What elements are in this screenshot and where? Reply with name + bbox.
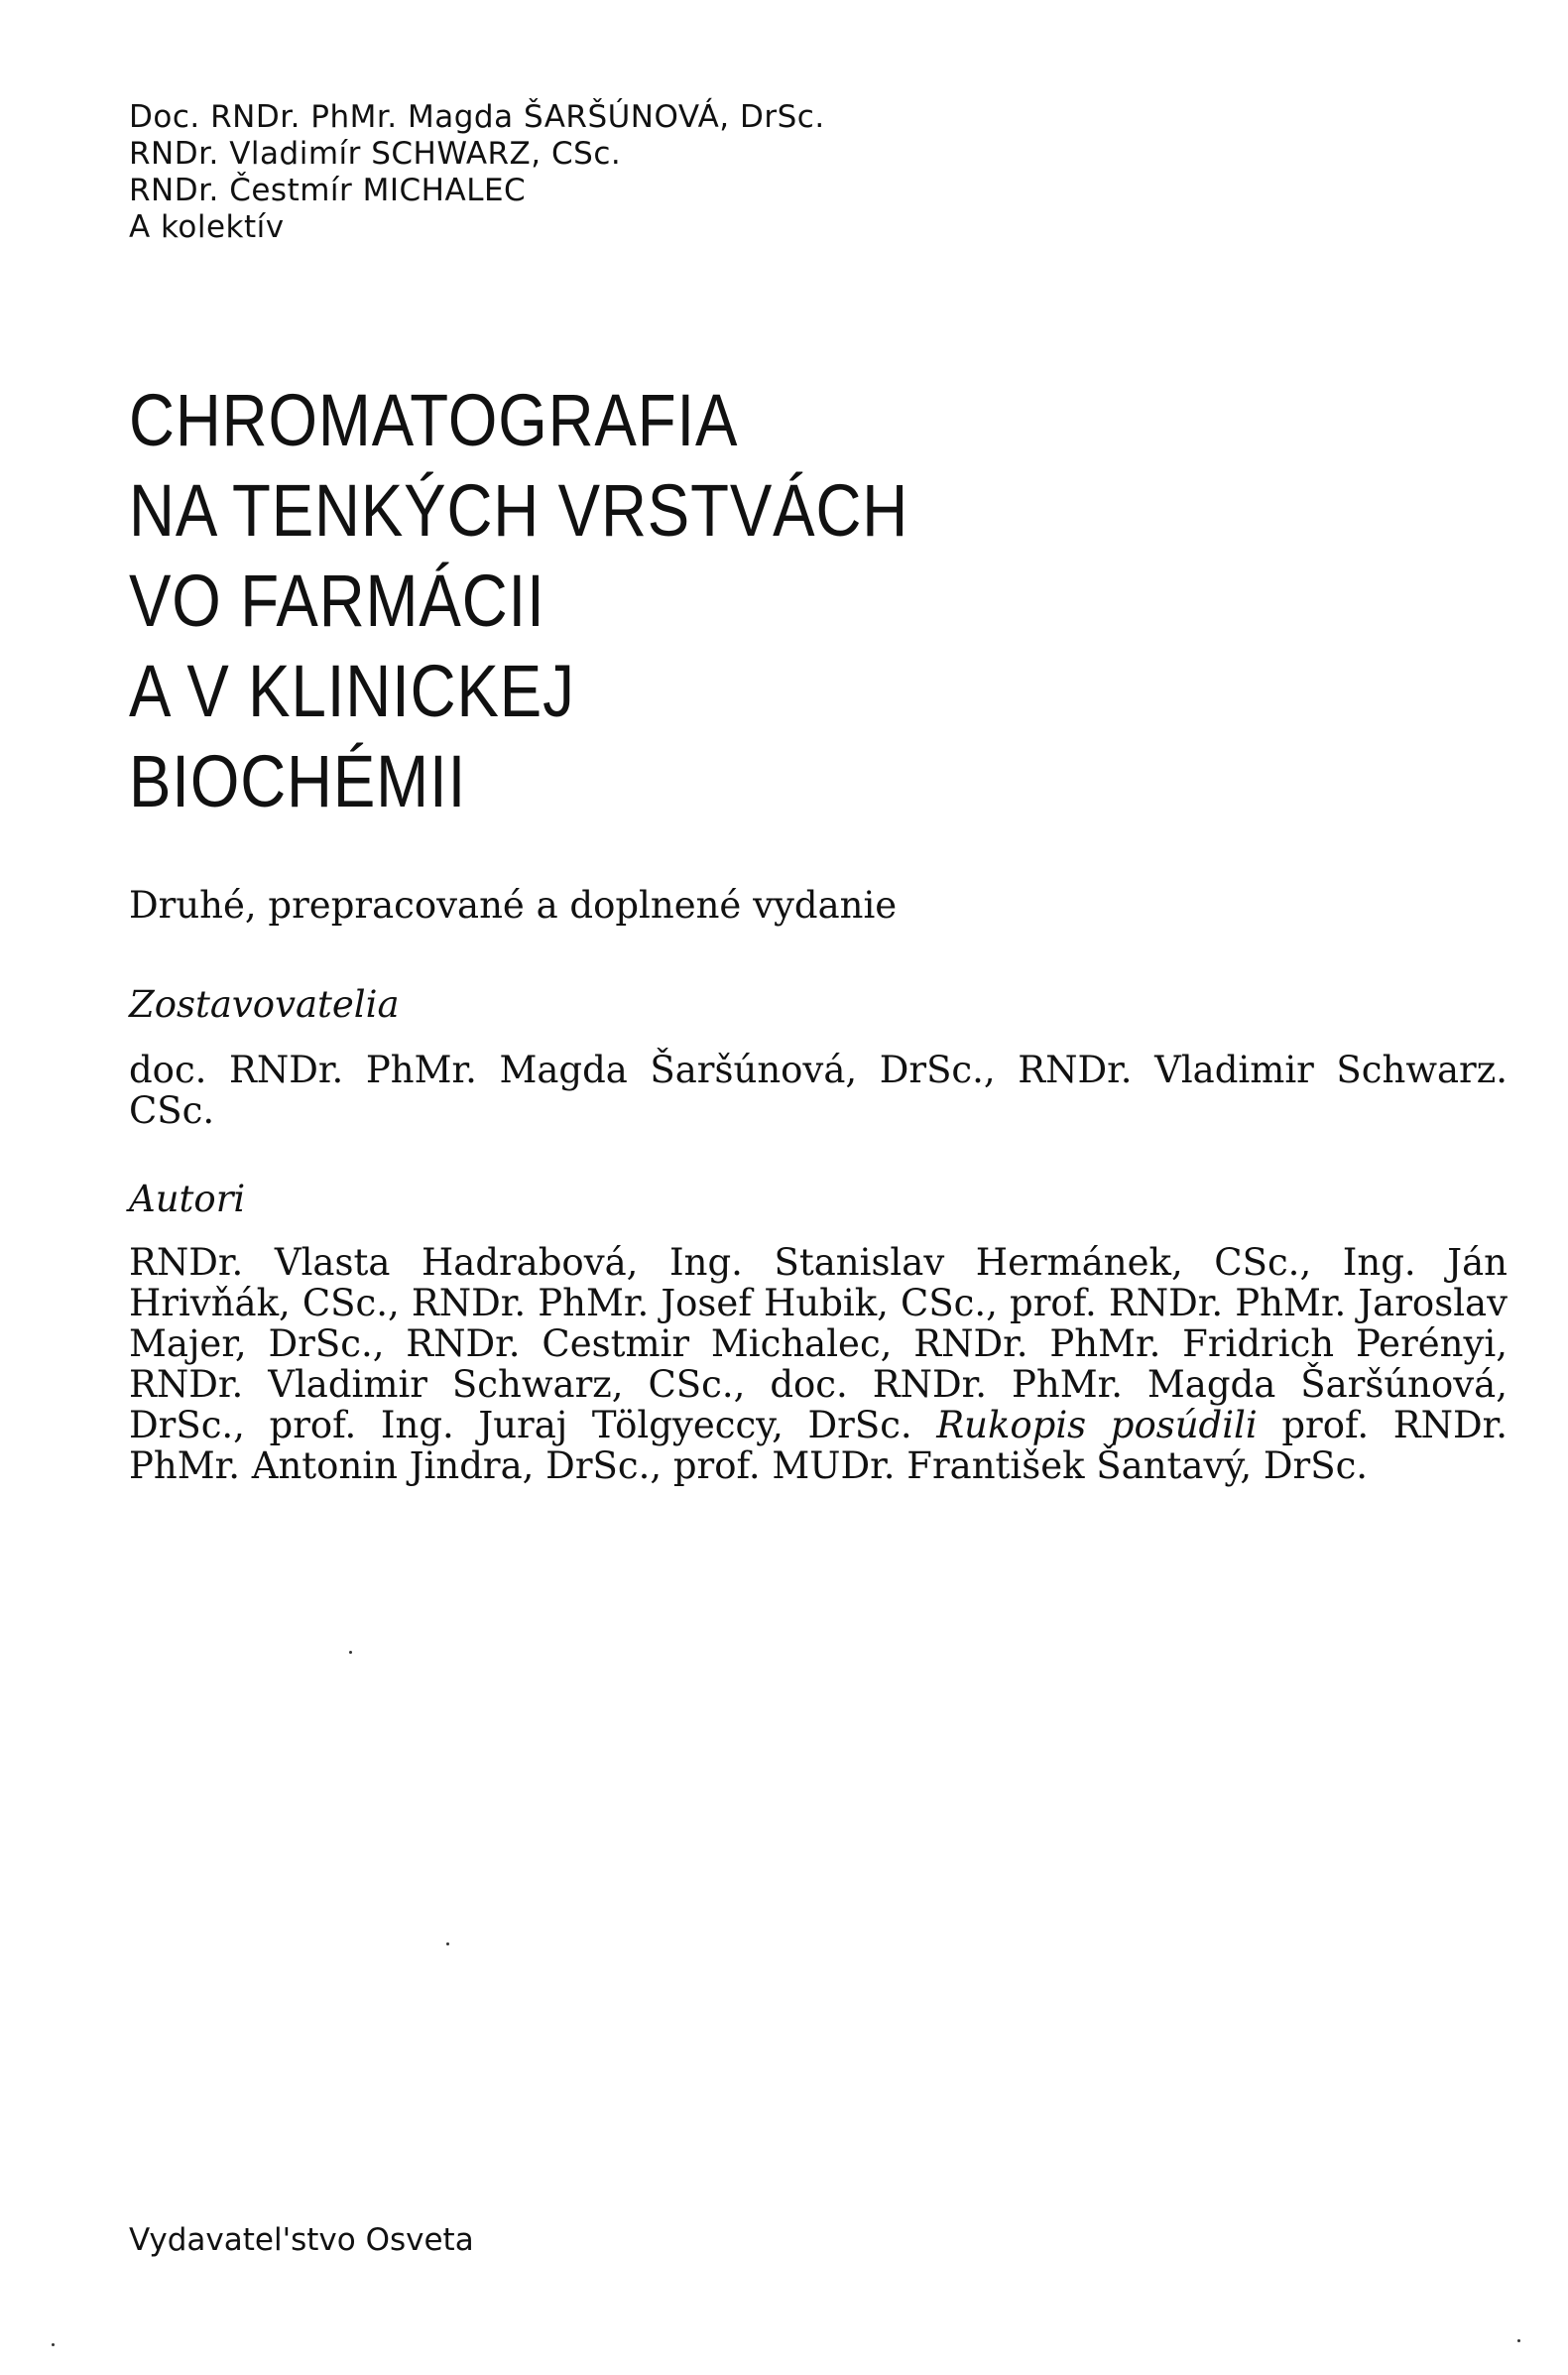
book-title (129, 375, 908, 826)
authors-list-text: RNDr. Vlasta Hadrabová, Ing. Stanislav Hermánek, CSc., Ing. Ján Hrivňák, CSc., RNDr. PhMr. Josef Hubik, CSc., prof. RNDr. PhMr. Jaroslav Majer, DrSc., RNDr. Cestmir Michalec, RNDr. PhMr. Fridrich Perényi, RNDr. Vladimir Schwarz, CSc., doc. RNDr. PhMr. Magda Šaršúnová, DrSc., prof. Ing. Juraj Tölgyeccy, DrSc. (129, 1241, 1508, 1446)
compilers-label: Zostavovatelia (129, 983, 400, 1026)
scan-speck (349, 1651, 352, 1654)
authors-header (129, 99, 825, 246)
title-line: NA TENKÝCH VRSTVÁCH (129, 469, 909, 552)
scan-speck (1517, 2339, 1520, 2342)
author-line: A kolektív (129, 209, 285, 245)
scan-speck (52, 2343, 55, 2346)
author-line: RNDr. Čestmír MICHALEC (129, 173, 527, 208)
title-line: A V KLINICKEJ (129, 650, 575, 732)
scan-speck (446, 1942, 449, 1945)
title-line: CHROMATOGRAFIA (129, 379, 739, 461)
compilers-text: doc. RNDr. PhMr. Magda Šaršúnová, DrSc., RNDr. Vladimir Schwarz. CSc. (129, 1049, 1508, 1132)
reviewers-label: Rukopis posúdili (936, 1404, 1258, 1446)
authors-credits (129, 1242, 1508, 1486)
reviewers-text: prof. RNDr. PhMr. Antonin Jindra, DrSc., prof. MUDr. František Šantavý, DrSc. (129, 1404, 1508, 1487)
publisher: Vydavatel'stvo Osveta (129, 2222, 474, 2258)
title-line: BIOCHÉMII (129, 740, 467, 822)
title-line: VO FARMÁCII (129, 560, 545, 642)
edition-note: Druhé, prepracované a doplnené vydanie (129, 884, 898, 927)
authors-label: Autori (129, 1178, 246, 1220)
author-line: Doc. RNDr. PhMr. Magda ŠARŠÚNOVÁ, DrSc. (129, 99, 825, 135)
author-line: RNDr. Vladimír SCHWARZ, CSc. (129, 136, 622, 172)
